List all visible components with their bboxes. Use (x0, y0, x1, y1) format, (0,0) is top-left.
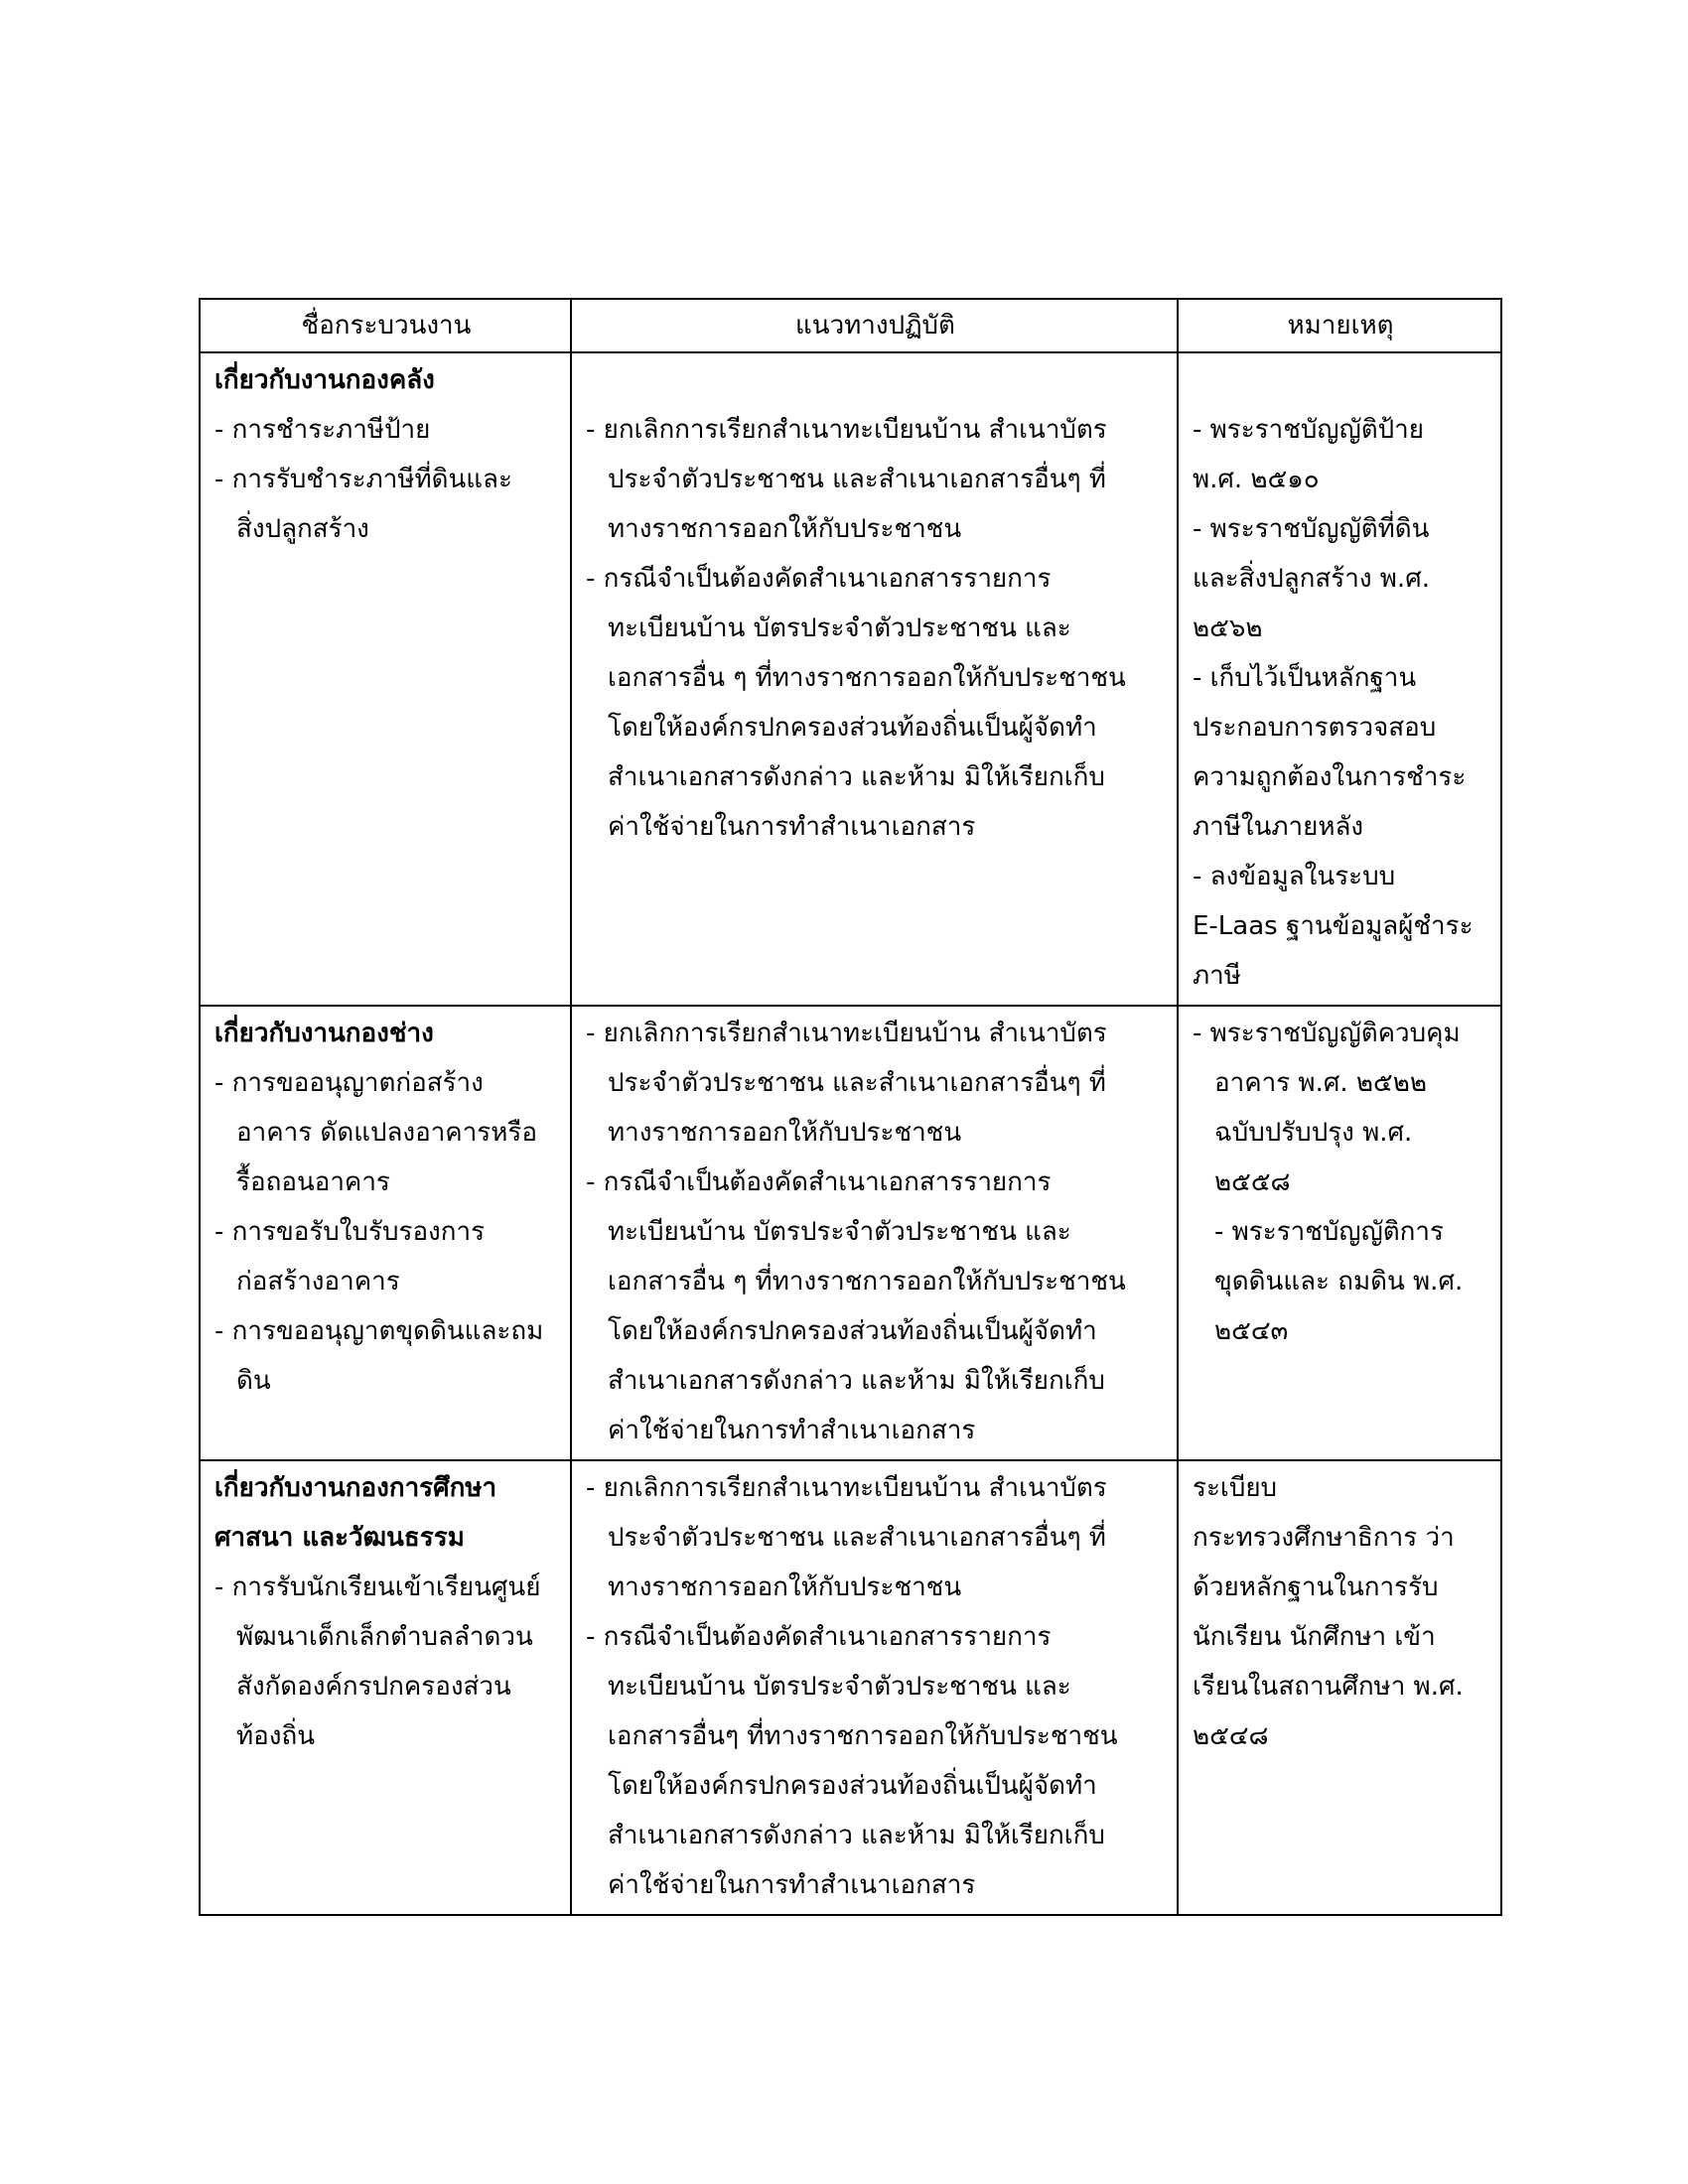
guideline-line: สำเนาเอกสารดังกล่าว และห้าม มิให้เรียกเก็บ (608, 1366, 1105, 1396)
remarks-line: - ลงข้อมูลในระบบ (1193, 862, 1396, 891)
remarks-line: - พระราชบัญญัติควบคุม (1193, 1019, 1461, 1048)
remarks-line: ๒๕๔๘ (1193, 1721, 1269, 1751)
guideline-line: ทะเบียนบ้าน บัตรประจำตัวประชาชน และ (608, 1217, 1071, 1247)
process-cell (200, 1460, 571, 1915)
guideline-line: ค่าใช้จ่ายในการทำสำเนาเอกสาร (608, 812, 976, 842)
guideline-line: - กรณีจำเป็นต้องคัดสำเนาเอกสารรายการ (586, 564, 1052, 594)
remarks-line: เรียนในสถานศึกษา พ.ศ. (1193, 1672, 1464, 1702)
guideline-line: ค่าใช้จ่ายในการทำสำเนาเอกสาร (608, 1870, 976, 1900)
process-line: - การขออนุญาตขุดดินและถม (214, 1316, 544, 1346)
remarks-line: ฉบับปรับปรุง พ.ศ. (1214, 1118, 1413, 1148)
guideline-line: - ยกเลิกการเรียกสำเนาทะเบียนบ้าน สำเนาบัตร (586, 415, 1107, 445)
table-row (200, 1460, 1501, 1915)
remarks-line: E-Laas ฐานข้อมูลผู้ชำระ (1193, 911, 1474, 941)
process-cell (200, 1006, 571, 1460)
table-body (200, 352, 1501, 1915)
guideline-line: เอกสารอื่น ๆ ที่ทางราชการออกให้กับประชาชน (608, 663, 1126, 693)
guideline-line: ทางราชการออกให้กับประชาชน (608, 1572, 962, 1602)
remarks-line: - พระราชบัญญัติที่ดิน (1193, 514, 1430, 544)
remarks-line: ด้วยหลักฐานในการรับ (1193, 1572, 1439, 1602)
remarks-line: ระเบียบ (1193, 1473, 1278, 1503)
guideline-cell (571, 1006, 1178, 1460)
process-line: พัฒนาเด็กเล็กตำบลลำดวน (236, 1622, 533, 1652)
guideline-line: ประจำตัวประชาชน และสำเนาเอกสารอื่นๆ ที่ (608, 465, 1106, 494)
remarks-line: ประกอบการตรวจสอบ (1193, 713, 1437, 743)
guideline-line: โดยให้องค์กรปกครองส่วนท้องถิ่นเป็นผู้จัดทำ (608, 713, 1097, 743)
guideline-line: โดยให้องค์กรปกครองส่วนท้องถิ่นเป็นผู้จัดทำ (608, 1771, 1097, 1801)
guideline-line: ทะเบียนบ้าน บัตรประจำตัวประชาชน และ (608, 614, 1071, 643)
remarks-line: ภาษี (1193, 961, 1241, 991)
remarks-line: - เก็บไว้เป็นหลักฐาน (1193, 663, 1417, 693)
process-line: - การขออนุญาตก่อสร้าง (214, 1068, 484, 1098)
remarks-cell (1178, 1460, 1501, 1915)
table-row (200, 352, 1501, 1006)
blank-line (1193, 355, 1488, 405)
guideline-line: ทางราชการออกให้กับประชาชน (608, 1118, 962, 1148)
remarks-line: กระทรวงศึกษาธิการ ว่า (1193, 1523, 1455, 1553)
guideline-cell (571, 352, 1178, 1006)
process-line: - การขอรับใบรับรองการ (214, 1217, 486, 1247)
process-line: - การรับชำระภาษีที่ดินและ (214, 465, 512, 494)
process-line: ก่อสร้างอาคาร (236, 1267, 400, 1297)
remarks-line: ๒๕๖๒ (1193, 614, 1263, 643)
blank-line (586, 355, 1165, 405)
section-title: เกี่ยวกับงานกองช่าง (214, 1019, 434, 1048)
guideline-line: - ยกเลิกการเรียกสำเนาทะเบียนบ้าน สำเนาบัตร (586, 1019, 1107, 1048)
remarks-cell (1178, 1006, 1501, 1460)
remarks-line: ๒๕๔๓ (1214, 1316, 1289, 1346)
remarks-line: ๒๕๕๘ (1214, 1167, 1291, 1197)
header-process-name: ชื่อกระบวนงาน (200, 299, 571, 352)
guideline-line: สำเนาเอกสารดังกล่าว และห้าม มิให้เรียกเก็บ (608, 762, 1105, 792)
table-header-row (200, 299, 1501, 352)
remarks-line: - พระราชบัญญัติป้าย (1193, 415, 1424, 445)
guideline-line: ประจำตัวประชาชน และสำเนาเอกสารอื่นๆ ที่ (608, 1523, 1106, 1553)
guideline-line: เอกสารอื่น ๆ ที่ทางราชการออกให้กับประชาชน (608, 1267, 1126, 1297)
process-line: - การรับนักเรียนเข้าเรียนศูนย์ (214, 1572, 541, 1602)
process-line: รื้อถอนอาคาร (236, 1167, 390, 1197)
process-cell (200, 352, 571, 1006)
remarks-line: - พระราชบัญญัติการ (1214, 1217, 1444, 1247)
guideline-line: ค่าใช้จ่ายในการทำสำเนาเอกสาร (608, 1416, 976, 1445)
remarks-line: ขุดดินและ ถมดิน พ.ศ. (1214, 1267, 1464, 1297)
section-title: เกี่ยวกับงานกองคลัง (214, 365, 435, 395)
process-line: อาคาร ดัดแปลงอาคารหรือ (236, 1118, 537, 1148)
header-remarks: หมายเหตุ (1178, 299, 1501, 352)
guideline-line: - กรณีจำเป็นต้องคัดสำเนาเอกสารรายการ (586, 1167, 1052, 1197)
remarks-line: และสิ่งปลูกสร้าง พ.ศ. (1193, 564, 1430, 594)
header-guideline: แนวทางปฏิบัติ (571, 299, 1178, 352)
guideline-line: ทะเบียนบ้าน บัตรประจำตัวประชาชน และ (608, 1672, 1071, 1702)
guideline-line: - กรณีจำเป็นต้องคัดสำเนาเอกสารรายการ (586, 1622, 1052, 1652)
guideline-line: โดยให้องค์กรปกครองส่วนท้องถิ่นเป็นผู้จัดทำ (608, 1316, 1097, 1346)
procedures-table (199, 298, 1502, 1916)
process-line: - การชำระภาษีป้าย (214, 415, 431, 445)
process-line: สังกัดองค์กรปกครองส่วน (236, 1672, 511, 1702)
remarks-line: พ.ศ. ๒๕๑๐ (1193, 465, 1320, 494)
process-line: ท้องถิ่น (236, 1721, 315, 1751)
remarks-line: ความถูกต้องในการชำระ (1193, 762, 1467, 792)
process-line: ดิน (236, 1366, 271, 1396)
guideline-cell (571, 1460, 1178, 1915)
table-row (200, 1006, 1501, 1460)
guideline-line: ทางราชการออกให้กับประชาชน (608, 514, 962, 544)
process-line: สิ่งปลูกสร้าง (236, 514, 369, 544)
remarks-line: อาคาร พ.ศ. ๒๕๒๒ (1214, 1068, 1427, 1098)
section-title: ศาสนา และวัฒนธรรม (214, 1523, 465, 1553)
section-title: เกี่ยวกับงานกองการศึกษา (214, 1473, 497, 1503)
remarks-cell (1178, 352, 1501, 1006)
guideline-line: สำเนาเอกสารดังกล่าว และห้าม มิให้เรียกเก็บ (608, 1821, 1105, 1850)
guideline-line: ประจำตัวประชาชน และสำเนาเอกสารอื่นๆ ที่ (608, 1068, 1106, 1098)
remarks-line: ภาษีในภายหลัง (1193, 812, 1364, 842)
remarks-line: นักเรียน นักศึกษา เข้า (1193, 1622, 1436, 1652)
guideline-line: เอกสารอื่นๆ ที่ทางราชการออกให้กับประชาชน (608, 1721, 1118, 1751)
guideline-line: - ยกเลิกการเรียกสำเนาทะเบียนบ้าน สำเนาบัตร (586, 1473, 1107, 1503)
